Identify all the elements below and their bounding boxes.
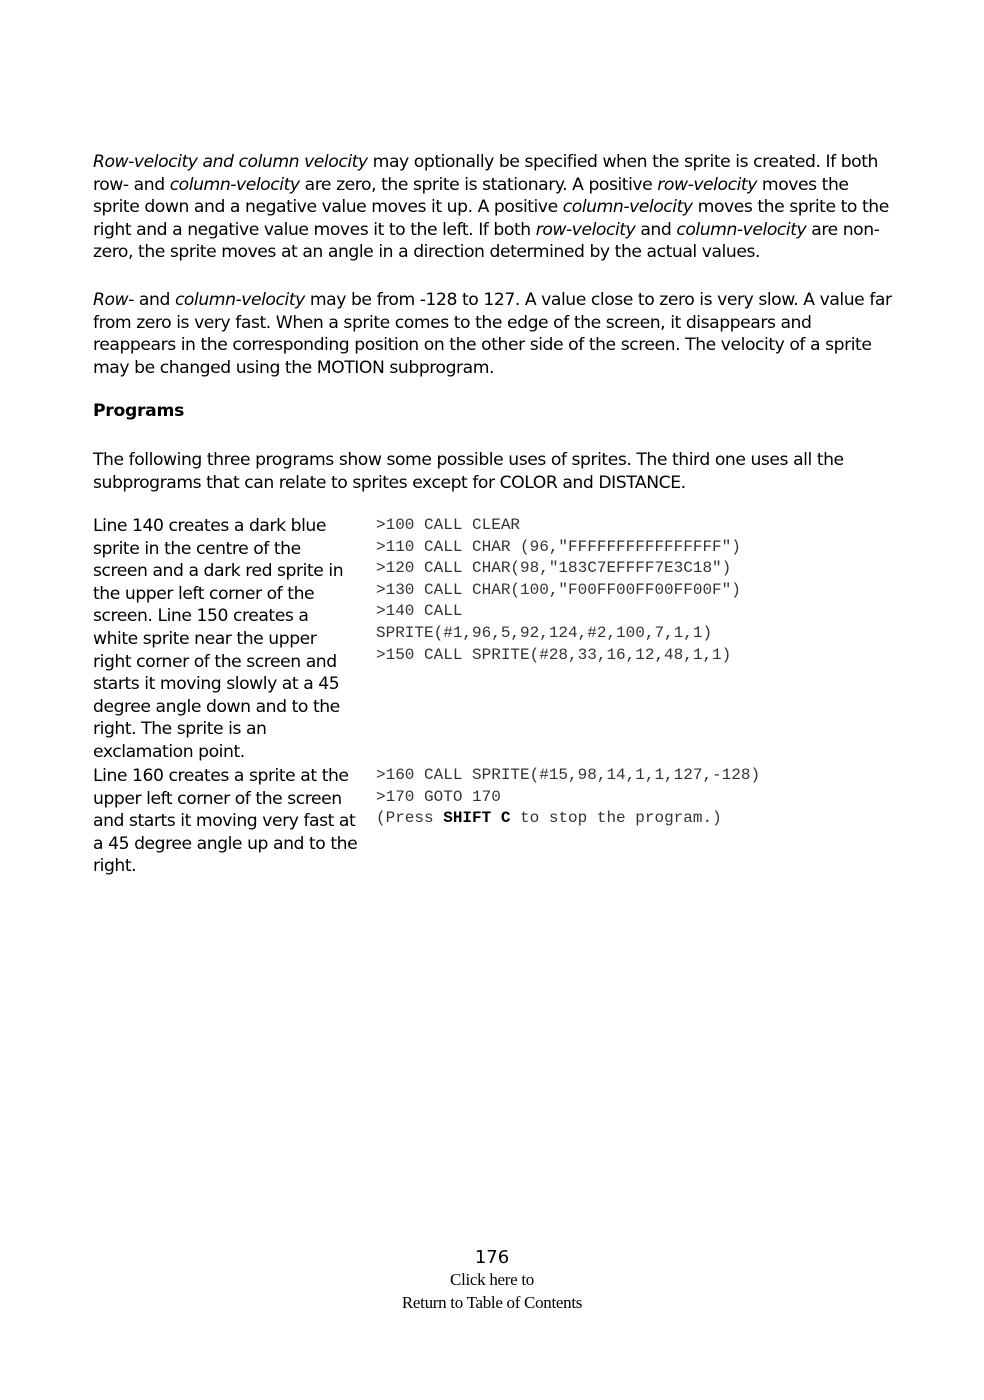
- page-number: 176: [474, 1247, 510, 1268]
- italic-term: column-velocity: [174, 290, 305, 310]
- toc-link[interactable]: Click here to: [450, 1270, 534, 1289]
- italic-term: Row-velocity and column velocity: [93, 152, 368, 172]
- text-run: may optionally be specified when the sprite is created. If both row- and: [93, 152, 878, 195]
- code-note-text: to stop the program.): [510, 809, 722, 828]
- text-run: moves the sprite down and a negative value moves it up. A positive: [93, 174, 849, 218]
- toc-link-line-2[interactable]: [0, 1292, 984, 1313]
- code-block-lines-100-150: [376, 515, 936, 666]
- code-line: >120 CALL CHAR(98,"183C7EFFFF7E3C18"): [376, 559, 732, 578]
- code-line: >150 CALL SPRITE(#28,33,16,12,48,1,1): [376, 645, 732, 664]
- text-run: are zero, the sprite is stationary. A positive: [299, 174, 658, 195]
- code-line: >130 CALL CHAR(100,"F00FF00FF00FF00F"): [376, 580, 741, 599]
- toc-link-line-1[interactable]: [0, 1269, 984, 1290]
- code-note: [376, 808, 936, 830]
- paragraph-programs-intro: The following three programs show some possible uses of sprites. The third one uses all the subprograms that can relate to sprites except for COLOR and DISTANCE.: [93, 450, 844, 493]
- code-block-lines-160-170: [376, 765, 936, 830]
- italic-term: column-velocity: [169, 174, 300, 195]
- text-run: and: [635, 219, 677, 240]
- italic-term: Row-: [93, 290, 134, 310]
- italic-term: row-velocity: [535, 219, 636, 240]
- italic-term: row-velocity: [657, 174, 757, 195]
- code-note-text: (Press: [376, 809, 444, 828]
- section-heading-programs: Programs: [93, 401, 184, 421]
- toc-link[interactable]: Return to Table of Contents: [401, 1293, 583, 1312]
- paragraph-velocity-intro: [93, 151, 893, 264]
- text-run: and: [133, 290, 175, 310]
- text-run: moves the sprite to the right and a negative value moves it to the left. If both: [93, 197, 889, 240]
- italic-term: column-velocity: [562, 197, 693, 218]
- text-run: may be from -128 to 127. A value close to zero is very slow. A value far from zero is very fast. When a sprite comes to the edge of the screen, it disappears and reappears in the corresponding position on the other side of the screen. The velocity of a sprite may be changed using the MOTION subprogram.: [93, 290, 892, 378]
- description-line-160: Line 160 creates a sprite at the upper left corner of the screen and starts it moving very fast at a 45 degree angle up and to the right.: [93, 766, 358, 877]
- code-note-keys: SHIFT C: [443, 809, 511, 828]
- code-line: >160 CALL SPRITE(#15,98,14,1,1,127,-128): [376, 766, 761, 784]
- code-line: SPRITE(#1,96,5,92,124,#2,100,7,1,1): [376, 623, 713, 642]
- code-line: >140 CALL: [376, 602, 463, 621]
- code-line: >100 CALL CLEAR: [376, 516, 521, 534]
- code-line: >110 CALL CHAR (96,"FFFFFFFFFFFFFFFF"): [376, 537, 741, 556]
- description-lines-140-150: Line 140 creates a dark blue sprite in the centre of the screen and a dark red sprite in the upper left corner of the screen. Line 150 creates a white sprite near the upper right corner of the screen and starts it moving slowly at a 45 degree angle down and to the right. The sprite is an exclamation point.: [93, 516, 344, 762]
- paragraph-velocity-range: [93, 289, 893, 379]
- text-run: are non-zero, the sprite moves at an angle in a direction determined by the actual values.: [93, 219, 880, 263]
- italic-term: column-velocity: [676, 219, 807, 240]
- code-line: >170 GOTO 170: [376, 787, 501, 806]
